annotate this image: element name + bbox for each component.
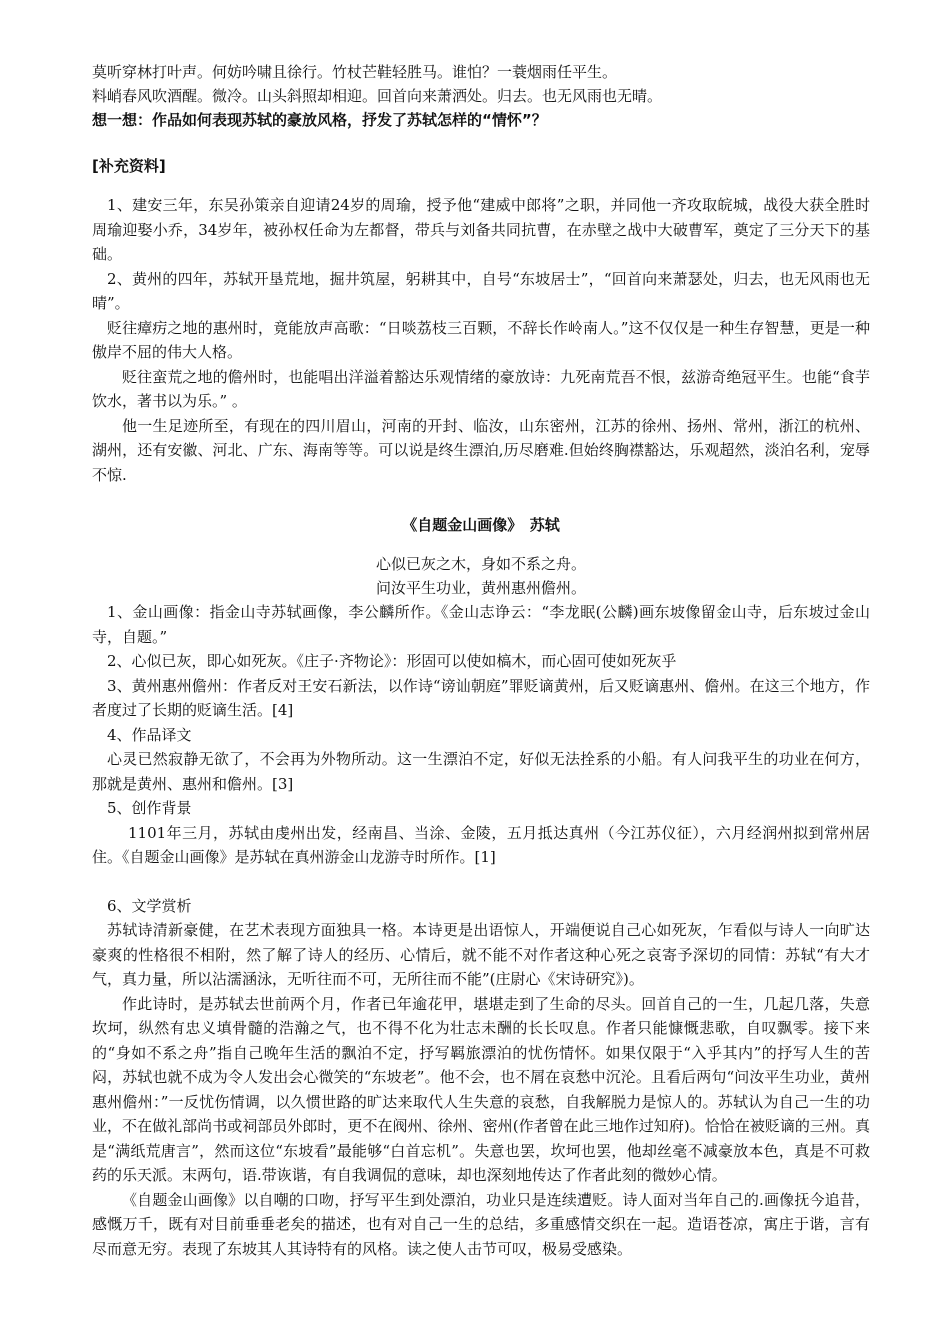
note-1: 1、金山画像：指金山寺苏轼画像，李公麟所作。《金山志诤云：“李龙眠(公麟)画东坡像留金山寺，后东坡过金山寺，自题。” (92, 603, 870, 646)
note-5-heading: 5、创作背景 (107, 799, 192, 817)
poem2-line-2: 问汝平生功业，黄州惠州儋州。 (375, 579, 586, 597)
note-6-appreciation-2: 作此诗时，是苏轼去世前两个月，作者已年逾花甲，堪堪走到了生命的尽头。回首自己的一生，几起几落，失意坎坷，纵然有忠义填骨髓的浩瀚之气，也不得不化为壮志未酬的长长叹息。作者只能慷慨悲歌，自叹飘零。接下来的“身如不系之舟”指自己晚年生活的飘泊不定，抒写羁旅漂泊的忧伤情怀。如果仅限于“入乎其内”的抒写人生的苦闷，苏轼也就不成为令人发出会心微笑的“东坡老”。他不会，也不屑在哀愁中沉沦。且看后两句“问汝平生功业，黄州惠州儋州：”一反忧伤情调，以久惯世路的旷达来取代人生失意的哀愁，自我解脱力是惊人的。苏轼认为自己一生的功业，不在做礼部尚书或祠部员外郎时，更不在阀州、徐州、密州(作者曾在此三地作过知府)。恰恰在被贬谪的三州。真是“满纸荒唐言”，然而这位“东坡看”最能够“白首忘机”。失意也罢，坎坷也罢，他却丝毫不减豪放本色，真是不可救药的乐天派。末两句，语.带诙谐，有自我调侃的意味，却也深刻地传达了作者此刻的微妙心情。 (92, 994, 870, 1184)
note-3: 3、黄州惠州儋州：作者反对王安石新法，以作诗“谤讪朝庭”罪贬谪黄州，后又贬谪惠州、儋州。在这三个地方，作者度过了长期的贬谪生活。[4] (92, 676, 870, 719)
document-page (92, 60, 870, 1261)
note-4-translation: 心灵已然寂静无欲了，不会再为外物所动。这一生漂泊不定，好似无法拴系的小船。有人问我平生的功业在何方，那就是黄州、惠州和儋州。[3] (92, 750, 870, 793)
poem2-line-1: 心似已灰之木，身如不系之舟。 (375, 555, 586, 573)
supplement-paragraph-3: 贬往瘴疠之地的惠州时，竟能放声高歌：“日啖荔枝三百颗，不辞长作岭南人。”这不仅仅是一种生存智慧，更是一种傲岸不屈的伟大人格。 (92, 318, 870, 361)
poem2-title: 《自题金山画像》 苏轼 (402, 516, 560, 534)
note-6-heading: 6、文学赏析 (107, 896, 192, 915)
supplement-paragraph-4: 贬往蛮荒之地的儋州时，也能唱出洋溢着豁达乐观情绪的豪放诗：九死南荒吾不恨，兹游奇绝冠平生。也能“食芋饮水，著书以为乐。” 。 (92, 367, 870, 410)
question-prompt: 想一想：作品如何表现苏轼的豪放风格，抒发了苏轼怎样的“情怀”？ (92, 111, 547, 129)
note-6-appreciation-3: 《自题金山画像》以自嘲的口吻，抒写平生到处漂泊，功业只是连续遭贬。诗人面对当年自己的.画像抚今追昔，感慨万千，既有对目前垂垂老矣的描述，也有对自己一生的总结，多重感情交织在一起。造语苍凉，寓庄于谐，言有尽而意无穷。表现了东坡其人其诗特有的风格。读之使人击节可叹，极易受感染。 (92, 1190, 870, 1258)
note-2: 2、心似已灰，即心如死灰。《庄子·齐物论》：形固可以使如槁木，而心固可使如死灰乎 (107, 652, 677, 670)
poem-line-2: 料峭春风吹酒醒。微冷。山头斜照却相迎。回首向来萧洒处。归去。也无风雨也无晴。 (92, 87, 663, 105)
supplement-paragraph-2: 2、黄州的四年，苏轼开垦荒地，掘井筑屋，躬耕其中，自号“东坡居士”，“回首向来萧瑟处，归去，也无风雨也无晴”。 (92, 269, 870, 312)
supplement-paragraph-5: 他一生足迹所至，有现在的四川眉山，河南的开封、临汝，山东密州，江苏的徐州、扬州、常州，浙江的杭州、湖州，还有安徽、河北、广东、海南等等。可以说是终生漂泊,历尽磨难.但始终胸襟豁达，乐观超然，淡泊名利，宠辱不惊. (92, 416, 870, 484)
poem-line-1: 莫听穿林打叶声。何妨吟啸且徐行。竹杖芒鞋轻胜马。谁怕？一蓑烟雨任平生。 (92, 63, 618, 81)
supplement-heading: [补充资料] (92, 157, 166, 175)
spacer (92, 870, 870, 894)
note-4-heading: 4、作品译文 (107, 725, 192, 744)
supplement-paragraph-1: 1、建安三年，东吴孙策亲自迎请24岁的周瑜，授予他“建威中郎将”之职，并同他一齐攻取皖城，战役大获全胜时周瑜迎娶小乔，34岁年，被孙权任命为左都督，带兵与刘备共同抗曹，在赤壁之战中大破曹军，奠定了三分天下的基础。 (92, 196, 870, 263)
note-6-appreciation-1: 苏轼诗清新豪健，在艺术表现方面独具一格。本诗更是出语惊人，开端便说自己心如死灰，乍看似与诗人一向旷达豪爽的性格很不相附，然了解了诗人的经历、心情后，就不能不对作者这种心死之哀寄予深切的同情：苏轼“有大才气，真力量，所以沾濡涵泳，无听往而不可，无所往而不能”(庄尉心《宋诗研究》)。 (92, 921, 870, 988)
note-5-background: 1101年三月，苏轼由虔州出发，经南昌、当涂、金陵，五月抵达真州（今江苏仪征），六月经润州拟到常州居住。《自题金山画像》是苏轼在真州游金山龙游寺时所作。[1] (92, 823, 870, 866)
